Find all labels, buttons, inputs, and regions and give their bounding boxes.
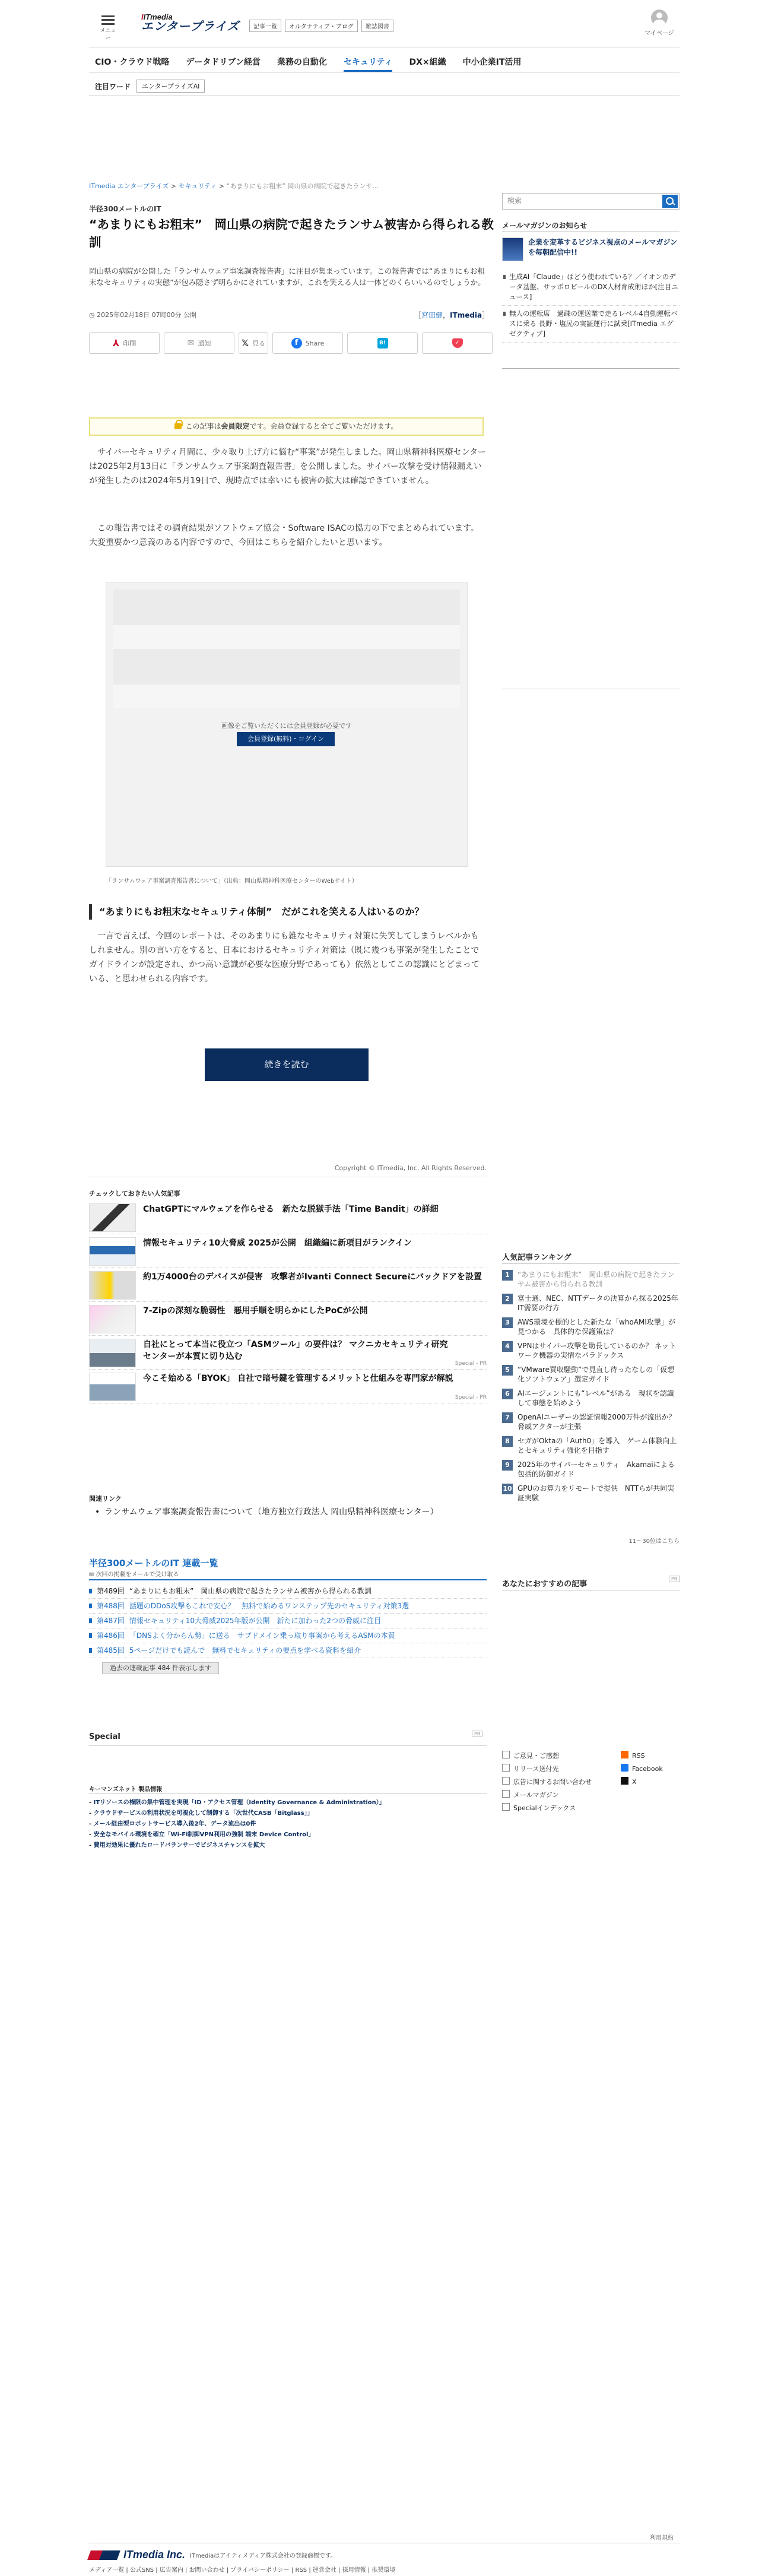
- past-articles-button[interactable]: 過去の連載記事 484 件表示します: [102, 1662, 219, 1674]
- search-icon[interactable]: [662, 195, 678, 208]
- divider: [89, 1745, 487, 1746]
- divider: [502, 368, 680, 369]
- article-thumbnail: [89, 1305, 136, 1333]
- nav-item-automation[interactable]: 業務の自動化: [277, 58, 327, 67]
- logo-enterprise: エンタープライズ: [141, 20, 240, 33]
- site-logo[interactable]: [141, 13, 239, 33]
- ranking-item[interactable]: 2 富士通、NEC、NTTデータの決算から探る2025年IT需要の行方: [502, 1291, 680, 1315]
- mail-icon: ✉: [89, 1571, 96, 1578]
- pr-badge: PR: [669, 1576, 680, 1582]
- list-item[interactable]: 7-Zipの深刻な脆弱性 悪用手順を明らかにしたPoCが公開: [89, 1302, 487, 1336]
- terms-link[interactable]: 利用規約: [650, 2535, 674, 2542]
- breadcrumb-current: “あまりにもお粗末” 岡山県の病院で起きたランサ...: [226, 182, 379, 190]
- series-item[interactable]: 第489回 “あまりにもお粗末” 岡山県の病院で起きたランサム被害から得られる教訓: [89, 1584, 487, 1599]
- article-paragraph: この報告書ではその調査結果がソフトウェア協会・Software ISACの協力の下でまとめられています。大変重要かつ意義のある内容ですので、今回はこちらを紹介したいと思います。: [89, 524, 479, 547]
- x-link[interactable]: X: [621, 1776, 680, 1788]
- facebook-icon: f: [291, 338, 302, 348]
- author-credit: ［宮田健，ITmedia］: [414, 311, 490, 319]
- keyman-item[interactable]: - クラウドサービスの利用状況を可視化して制御する「次世代CASB「Bitglass」」: [89, 1808, 487, 1819]
- breadcrumb-sep: >: [170, 182, 177, 190]
- hot-words-label: 注目ワード: [95, 82, 131, 91]
- mailmag-list: [502, 269, 680, 343]
- list-item[interactable]: 生成AI「Claude」はどう使われている？／イオンのデータ基盤、サッポロビールのDX人材育成術ほか[注目ニュース]: [502, 269, 680, 306]
- list-item[interactable]: 今こそ始める「BYOK」 自社で暗号鍵を管理するメリットと仕組みを専門家が解説 Special - PR: [89, 1370, 487, 1403]
- logo-itmedia: IITmedia: [141, 12, 173, 21]
- share-bar: [89, 332, 493, 354]
- recommend-title: あなたにおすすめの記事: [502, 1580, 588, 1589]
- read-more-button[interactable]: 続きを読む: [205, 1048, 369, 1081]
- hot-word-tag[interactable]: エンタープライズAI: [136, 80, 205, 93]
- divider: [89, 47, 680, 48]
- footer-nav[interactable]: メディア一覧 | 公式SNS | 広告案内 | お問い合わせ | プライバシーポリシー | RSS | 運営会社 | 採用情報 | 推奨環境: [89, 2567, 396, 2574]
- series-item[interactable]: 第486回 「DNSよく分からん勢」に送る サブドメイン乗っ取り事案から考えるASMの本質: [89, 1628, 487, 1643]
- ranking-item[interactable]: 9 2025年のサイバーセキュリティ Akamaiによる包括的防御ガイド: [502, 1457, 680, 1481]
- nav-item-security[interactable]: セキュリティ: [344, 53, 393, 72]
- series-item[interactable]: 第488回 話題のDDoS攻撃もこれで安心？ 無料で始めるワンステップ先のセキュリティ対策3選: [89, 1599, 487, 1614]
- ranking-item[interactable]: 4 VPNはサイバー攻撃を助長しているのか？ ネットワーク機器の実情なパラドックス: [502, 1339, 680, 1363]
- popular-check-list: [89, 1200, 487, 1403]
- mail-icon: ✉: [187, 338, 195, 348]
- rss-link[interactable]: RSS: [621, 1750, 680, 1761]
- figure-login-message: 画像をご覧いただくには会員登録が必要です: [221, 722, 352, 730]
- keyman-list: [89, 1798, 487, 1851]
- mypage-label: マイページ: [644, 30, 674, 37]
- member-only-notice: この記事は会員限定です。会員登録すると全てご覧いただけます。: [89, 417, 484, 436]
- list-item[interactable]: 無人の運転席 過疎の運送業で走るレベル4自動運転バスに乗る 長野・塩尻の実証運行に試乗[ITmedia エグゼクティブ]: [502, 306, 680, 343]
- series-subscribe-link[interactable]: ✉ 次回の掲載をメールで受け取る: [89, 1571, 179, 1578]
- pr-badge: PR: [472, 1731, 482, 1737]
- publish-date: ◷ 2025年02月18日 07時00分 公開: [89, 311, 197, 319]
- author-name[interactable]: 宮田健: [421, 311, 443, 319]
- copyright: Copyright © ITmedia, Inc. All Rights Reserved.: [334, 1164, 487, 1172]
- special-title: Special: [89, 1732, 120, 1741]
- hamburger-icon: [101, 15, 115, 25]
- article-title: “あまりにもお粗末” 岡山県の病院で起きたランサム被害から得られる教訓: [89, 217, 494, 249]
- main-nav: [95, 53, 538, 72]
- ranking-item[interactable]: 3 AWS環境を標的とした新たな「whoAMI攻撃」が見つかる 具体的な保護策は？: [502, 1315, 680, 1339]
- mypage-button[interactable]: [644, 9, 674, 37]
- breadcrumb: [89, 181, 379, 191]
- list-item[interactable]: 自社にとって本当に役立つ「ASMツール」の要件は？ マクニカセキュリティ研究センターが本質に切り込む Special - PR: [89, 1336, 487, 1370]
- nav-item-data[interactable]: データドリブン経営: [186, 58, 261, 67]
- series-list: [89, 1584, 487, 1658]
- pocket-button[interactable]: [422, 332, 493, 354]
- x-icon: 𝕏: [241, 338, 249, 348]
- divider: [89, 1579, 487, 1580]
- feedback-link[interactable]: ご意見・ご感想: [502, 1750, 621, 1761]
- divider: [502, 231, 680, 232]
- blurred-image: [113, 590, 460, 708]
- article-thumbnail: [89, 1339, 136, 1367]
- keyman-item[interactable]: - 安全なモバイル環境を確立「Wi-Fi制御VPN利用の強制 端末 Device Control」: [89, 1830, 487, 1840]
- series-list-title[interactable]: 半径300メートルのIT 連載一覧: [89, 1558, 218, 1569]
- article-lead: 岡山県の病院が公開した「ランサムウェア事案調査報告書」に注目が集まっています。この報告書では“あまりにもお粗末なセキュリティの実態”が包み隠さず明らかにされていますが、これを笑える人は一体どのくらいいるのでしょうか。: [89, 267, 485, 287]
- divider: [89, 1793, 487, 1794]
- article-figure: [106, 582, 468, 867]
- ranking-item[interactable]: 1 “あまりにもお粗末” 岡山県の病院で起きたランサム被害から得られる教訓: [502, 1268, 680, 1291]
- keyman-item[interactable]: - 費用対効果に優れたロードバランサーでビジネスチャンスを拡大: [89, 1840, 487, 1851]
- ranking-item[interactable]: 5 “VMware買収騒動”で見直し待ったなしの「仮想化ソフトウェア」選定ガイド: [502, 1363, 680, 1386]
- release-link[interactable]: リリース送付先: [502, 1763, 621, 1775]
- header-link-books[interactable]: 雑誌図書: [361, 20, 393, 32]
- user-icon: [651, 9, 668, 26]
- ranking-list: [502, 1268, 680, 1505]
- footer-logo[interactable]: ITmedia Inc. ITmediaはアイティメディア株式会社の登録商標です。: [89, 2549, 336, 2561]
- search-input[interactable]: [507, 197, 656, 205]
- clock-icon: ◷: [89, 311, 97, 319]
- ranking-item[interactable]: 6 AIエージェントにも“レベル”がある 現状を認識して事態を始めよう: [502, 1386, 680, 1410]
- menu-label: メニュー: [100, 28, 116, 42]
- breadcrumb-home[interactable]: ITmedia エンタープライズ: [89, 182, 169, 190]
- keyman-item[interactable]: - メール経由型ロボットサービス導入後2年、データ流出は0件: [89, 1819, 487, 1830]
- itmedia-logo-mark: [87, 2550, 120, 2560]
- publisher-name: ITmedia: [450, 311, 482, 319]
- article-subheading: “あまりにもお粗末なセキュリティ体制” だがこれを笑える人はいるのか？: [89, 904, 484, 920]
- hatena-icon: B!: [377, 338, 388, 348]
- ranking-item[interactable]: 8 セガがOktaの「Auth0」を導入 ゲーム体験向上とセキュリティ強化を目指す: [502, 1434, 680, 1457]
- header-link-blog[interactable]: オルタナティブ・ブログ: [285, 20, 358, 32]
- mailmag-link[interactable]: メールマガジン: [502, 1789, 621, 1801]
- mailmag-highlight[interactable]: 企業を変革するビジネス視点のメールマガジンを毎朝配信中!!: [502, 237, 680, 261]
- ranking-item[interactable]: 10 GPUのお算力をリモートで提供 NTTらが共同実証実験: [503, 1484, 675, 1502]
- popular-check-title: チェックしておきたい人気記事: [89, 1190, 180, 1197]
- breadcrumb-section[interactable]: セキュリティ: [178, 182, 217, 190]
- series-label[interactable]: 半径300メートルのIT: [89, 205, 161, 213]
- nav-item-cio[interactable]: CIO・クラウド戦略: [95, 58, 170, 67]
- related-links-title: 関連リンク: [89, 1495, 122, 1503]
- article-paragraph: 一言で言えば、今回のレポートは、そのあまりにも雑なセキュリティ対策に失笑してしまうレベルかもしれません。別の言い方をすると、日本におけるセキュリティ対策は（既に幾つも事案が発生したことでガイドラインが設定され、かつ高い意識が必要な医療分野であっても）依然としてこの認識にとどまっている、と思わせられる内容です。: [89, 931, 480, 984]
- sidebar-footer-links: [502, 1750, 680, 1814]
- article-thumbnail: [89, 1237, 136, 1266]
- ranking-more-link[interactable]: 11～30位はこちら: [628, 1538, 680, 1545]
- mailmag-thumbnail: [502, 237, 523, 261]
- facebook-link[interactable]: Facebook: [621, 1763, 680, 1775]
- article-thumbnail: [89, 1271, 136, 1300]
- series-item[interactable]: 第485回 5ページだけでも読んで 無料でセキュリティの要点を学べる資料を紹介: [89, 1643, 487, 1658]
- search-box: [502, 193, 680, 210]
- ad-inquiry-link[interactable]: 広告に関するお問い合わせ: [502, 1776, 621, 1788]
- menu-button[interactable]: [99, 15, 117, 42]
- keyman-title: キーマンズネット 製品情報: [89, 1786, 163, 1793]
- lock-icon: [174, 423, 182, 429]
- article-paragraph: サイバーセキュリティ月間に、少々取り上げ方に悩む“事案”が発生しました。岡山県精神科医療センターは2025年2月13日に「ランサムウェア事案調査報告書」を公開しました。サイバー攻撃を受け情報漏えいが発生したのは2024年5月19日で、現時点では幸いにも被害の拡大は確認できていません。: [89, 448, 487, 486]
- special-index-link[interactable]: Specialインデックス: [502, 1802, 621, 1814]
- nav-item-smb[interactable]: 中小企業IT活用: [462, 58, 522, 67]
- list-item[interactable]: ChatGPTにマルウェアを作らせる 新たな脱獄手法「Time Bandit」の詳細: [89, 1200, 487, 1234]
- header-links: [249, 20, 393, 32]
- list-item[interactable]: 約1万4000台のデバイスが侵害 攻撃者がIvanti Connect Secureにバックドアを設置: [89, 1268, 487, 1302]
- footer-company-text: ITmediaはアイティメディア株式会社の登録商標です。: [190, 2553, 336, 2559]
- list-item[interactable]: 情報セキュリティ10大脅威 2025が公開 組織編に新項目がランクイン: [89, 1234, 487, 1268]
- mailmag-title: メールマガジンのお知らせ: [502, 221, 588, 230]
- article-thumbnail: [89, 1373, 136, 1401]
- breadcrumb-sep: >: [218, 182, 225, 190]
- keyman-item[interactable]: - ITリソースの権限の集中管理を実現「ID・アクセス管理（Identity Governance & Administration）」: [89, 1798, 487, 1808]
- divider: [89, 72, 680, 73]
- hot-words: [95, 80, 205, 93]
- register-login-button[interactable]: 会員登録(無料)・ログイン: [237, 732, 335, 746]
- pdf-icon: ⅄: [112, 338, 120, 348]
- ranking-title: 人気記事ランキング: [502, 1253, 572, 1262]
- nav-item-dx[interactable]: DX×組織: [409, 58, 446, 67]
- print-button[interactable]: ⅄ 印刷: [89, 332, 160, 354]
- x-share-button[interactable]: 𝕏 見る: [239, 332, 268, 354]
- divider: [502, 1263, 680, 1264]
- ranking-item[interactable]: 7 OpenAIユーザーの認証情報2000万件が流出か？ 脅威アクターが主張: [502, 1410, 680, 1434]
- figure-caption: 「ランサムウェア事案調査報告書について」（出典：岡山県精神科医療センターのWebサイト）: [106, 878, 358, 885]
- article-thumbnail: [89, 1203, 136, 1232]
- series-item[interactable]: 第487回 情報セキュリティ10大脅威2025年版が公開 新たに加わった2つの脅威に注目: [89, 1614, 487, 1628]
- pocket-icon: ✓: [452, 338, 463, 348]
- hatena-bookmark-button[interactable]: [347, 332, 418, 354]
- header-link-articles[interactable]: 記事一覧: [249, 20, 281, 32]
- facebook-share-button[interactable]: f Share: [272, 332, 343, 354]
- divider: [89, 95, 680, 96]
- related-link[interactable]: • ランサムウェア事案調査報告書について（地方独立行政法人 岡山県精神科医療センター）: [95, 1506, 481, 1518]
- notify-button[interactable]: ✉ 通知: [164, 332, 234, 354]
